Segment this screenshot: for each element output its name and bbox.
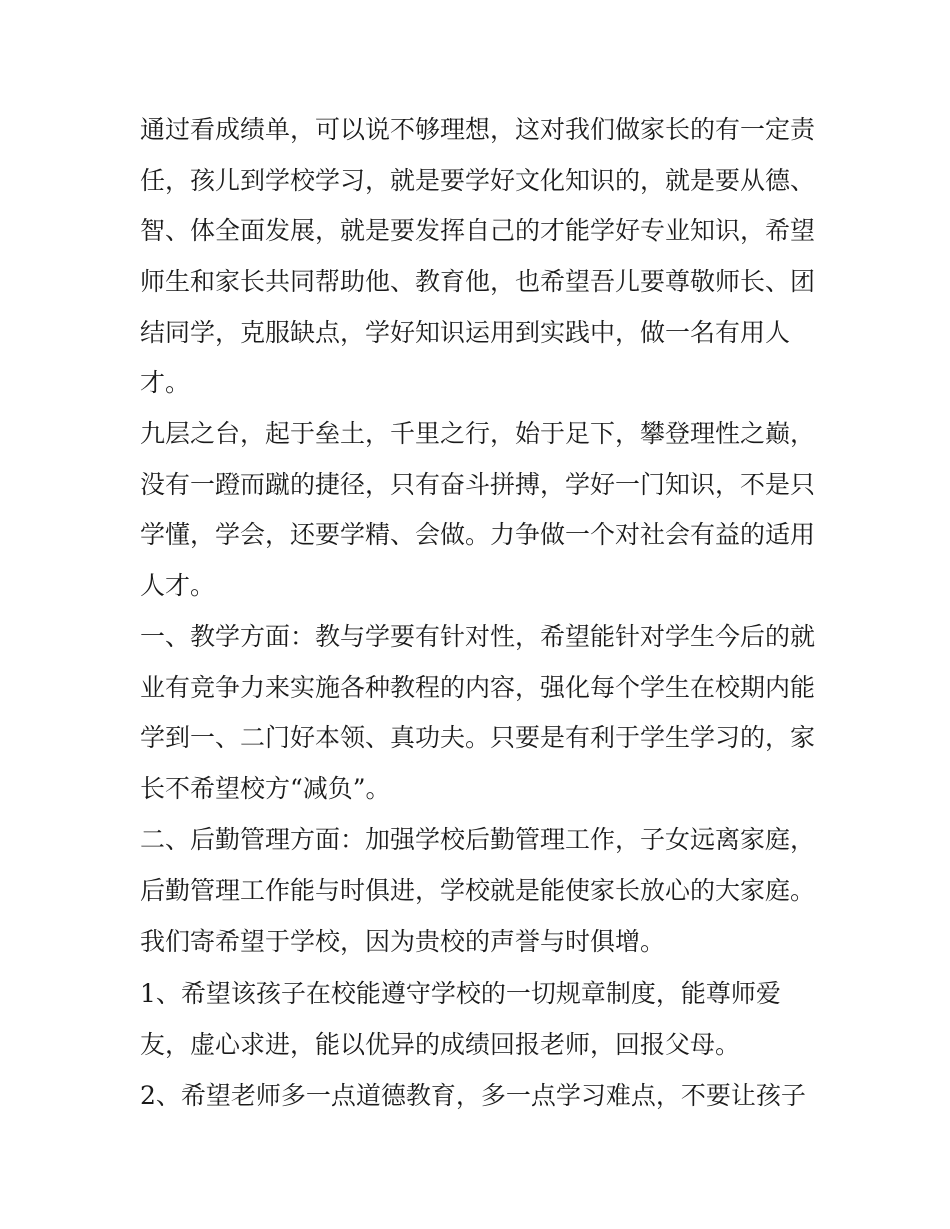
- text-line: 九层之台，起于垒土，千里之行，始于足下，攀登理性之巅，: [140, 419, 816, 448]
- text-line: 没有一蹬而蹴的捷径，只有奋斗拼搏，学好一门知识，不是只: [140, 470, 816, 499]
- text-line: 后勤管理工作能与时俱进，学校就是能使家长放心的大家庭。: [140, 876, 816, 905]
- text-line: 业有竞争力来实施各种教程的内容，强化每个学生在校期内能: [140, 673, 816, 702]
- text-line: 一、教学方面：教与学要有针对性，希望能针对学生今后的就: [140, 622, 816, 651]
- text-line: 才。: [140, 368, 191, 397]
- text-line: 任，孩儿到学校学习，就是要学好文化知识的，就是要从德、: [140, 166, 816, 195]
- text-line: 长不希望校方“减负”。: [140, 774, 391, 803]
- text-line: 人才。: [140, 571, 216, 600]
- text-line: 智、体全面发展，就是要发挥自己的才能学好专业知识，希望: [140, 216, 816, 245]
- text-line: 2、希望老师多一点道德教育，多一点学习难点，不要让孩子: [140, 1081, 806, 1110]
- text-line: 学到一、二门好本领、真功夫。只要是有利于学生学习的，家: [140, 723, 816, 752]
- text-line: 我们寄希望于学校，因为贵校的声誉与时俱增。: [140, 927, 666, 956]
- text-line: 通过看成绩单，可以说不够理想，这对我们做家长的有一定责: [140, 115, 816, 144]
- text-line: 师生和家长共同帮助他、教育他，也希望吾儿要尊敬师长、团: [140, 267, 816, 296]
- text-line: 1、希望该孩子在校能遵守学校的一切规章制度，能尊师爱: [140, 979, 781, 1008]
- text-line: 二、后勤管理方面：加强学校后勤管理工作，子女远离家庭，: [140, 825, 816, 854]
- text-line: 结同学，克服缺点，学好知识运用到实践中，做一名有用人: [140, 318, 791, 347]
- text-line: 友，虚心求进，能以优异的成绩回报老师，回报父母。: [140, 1030, 741, 1059]
- text-line: 学懂，学会，还要学精、会做。力争做一个对社会有益的适用: [140, 520, 816, 549]
